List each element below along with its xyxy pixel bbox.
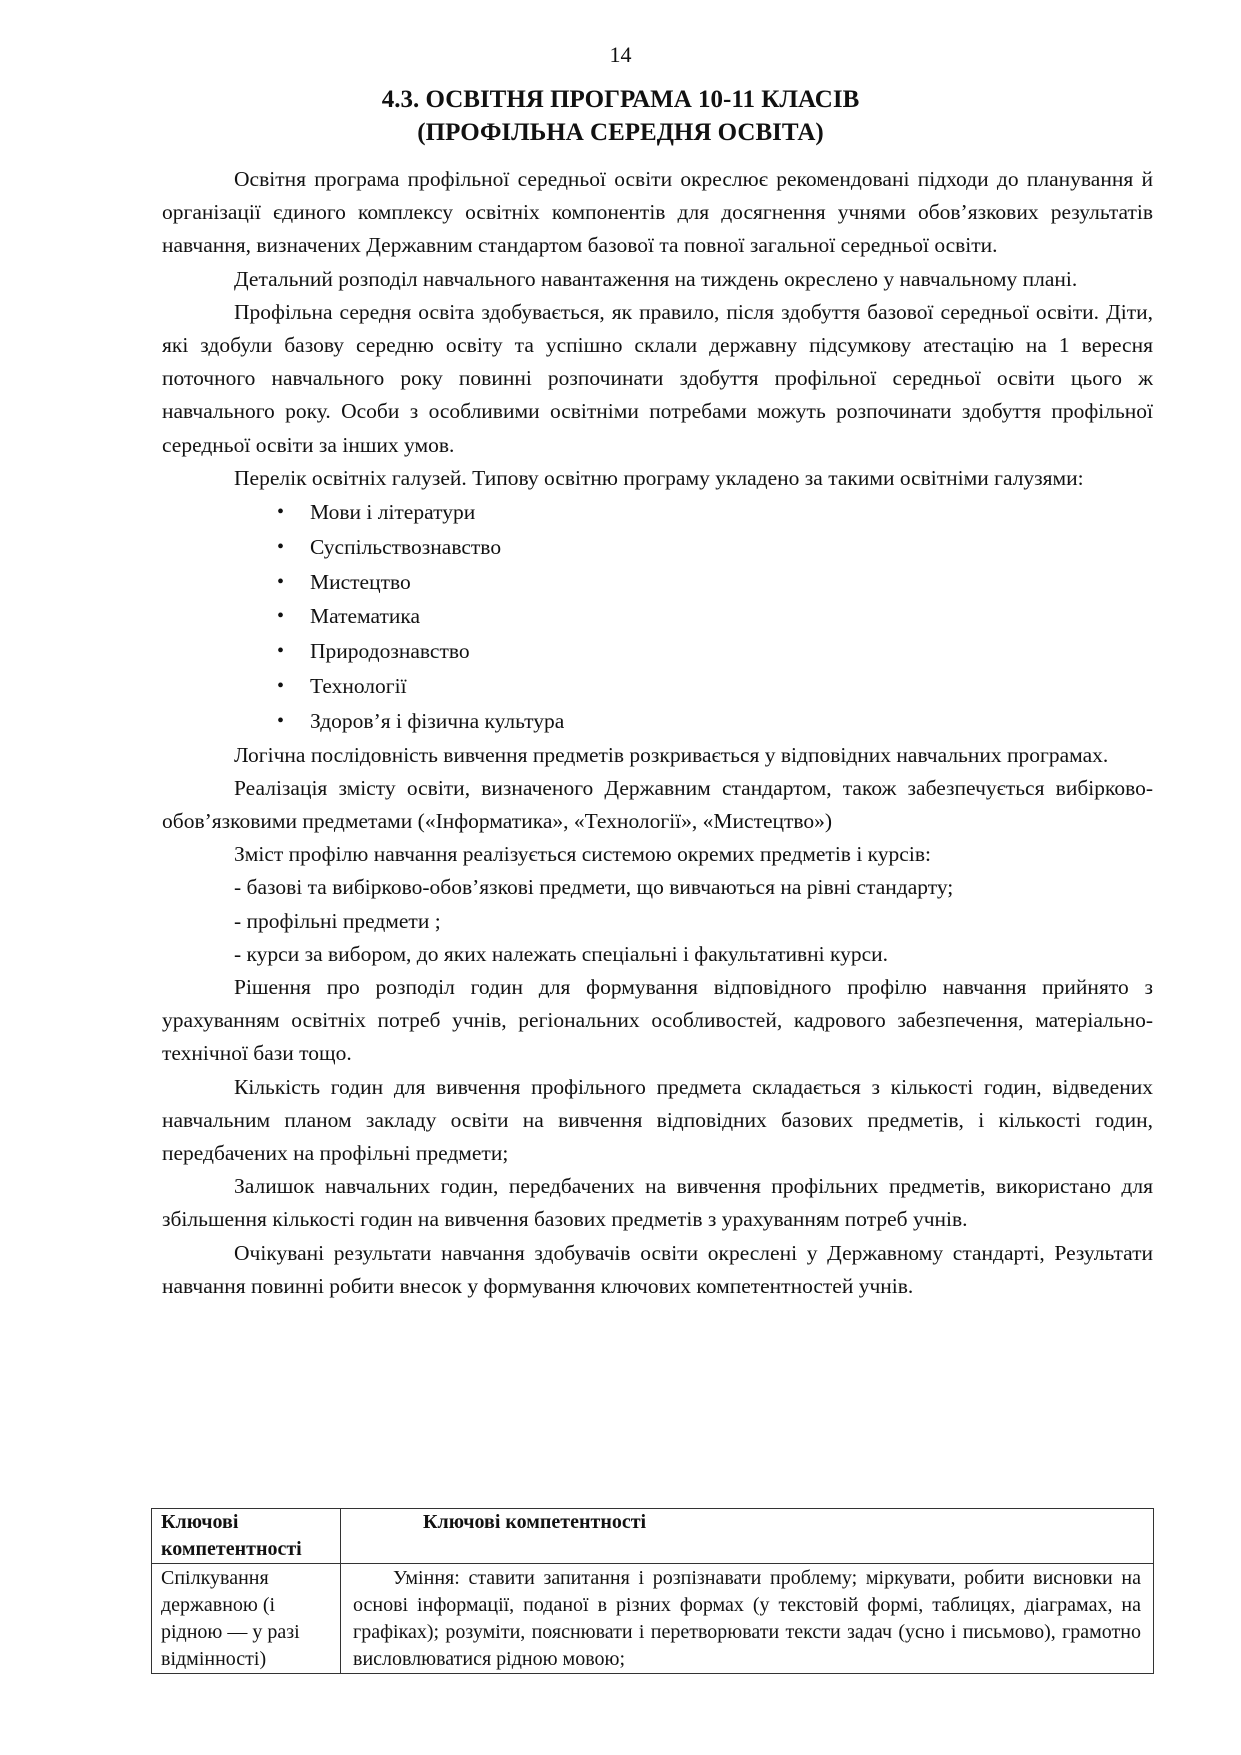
section-title-line1: 4.3. ОСВІТНЯ ПРОГРАМА 10-11 КЛАСІВ bbox=[381, 86, 860, 113]
cell-competency-name: Спілкування державною (і рідною — у разі відмінності) bbox=[152, 1564, 341, 1674]
bullet-icon: • bbox=[277, 570, 285, 593]
paragraph-fields-list-intro: Перелік освітніх галузей. Типову освітню програму укладено за такими освітніми галузями: bbox=[234, 465, 1084, 490]
table-row bbox=[152, 1564, 1154, 1674]
list-item: • Мови і літератури bbox=[162, 495, 1153, 530]
paragraph-remaining-hours: Залишок навчальних годин, передбачених на вивчення профільних предметів, використано для збільшення кількості годин на вивчення базових предметів з урахуванням потреб учнів. bbox=[162, 1174, 1153, 1232]
paragraph-hours-count: Кількість годин для вивчення профільного предмета складається з кількості годин, відведених навчальним планом закладу освіти на вивчення відповідних базових предметів, і кількості годин, передбачених на профільні предмети; bbox=[162, 1074, 1153, 1166]
bullet-icon: • bbox=[277, 675, 285, 698]
education-fields-list bbox=[162, 495, 1153, 739]
paragraph-intro: Освітня програма профільної середньої освіти окреслює рекомендовані підходи до планування й організації єдиного комплексу освітніх компонентів для досягнення учнями обов’язкових результатів навчання, визначених Державним стандартом базової та повної загальної середньої освіти. bbox=[162, 167, 1153, 258]
paragraph-profile-education: Профільна середня освіта здобувається, як правило, після здобуття базової середньої освіти. Діти, які здобули базову середню освіту та успішно склали державну підсумкову атестацію на 1 вересня поточного навчального року повинні розпочинати здобуття профільної середньої освіти цього ж навчального року. Особи з особливими освітніми потребами можуть розпочинати здобуття профільної середньої освіти за інших умов. bbox=[162, 299, 1153, 457]
paragraph-profile-content: Зміст профілю навчання реалізується системою окремих предметів і курсів: bbox=[234, 842, 931, 867]
paragraph-sequence: Логічна послідовність вивчення предметів розкривається у відповідних навчальних програмах. bbox=[234, 742, 1109, 767]
dash-item-basic-subjects: - базові та вибірково-обов’язкові предмети, що вивчаються на рівні стандарту; bbox=[234, 875, 954, 900]
list-item: • Мистецтво bbox=[162, 565, 1153, 600]
paragraph-expected-results: Очікувані результати навчання здобувачів освіти окреслені у Державному стандарті, Результати навчання повинні робити внесок у формування ключових компетентностей учнів. bbox=[162, 1240, 1153, 1298]
bullet-icon: • bbox=[277, 501, 285, 524]
list-item: • Технології bbox=[162, 669, 1153, 704]
list-item: • Суспільствознавство bbox=[162, 530, 1153, 565]
table-header-row bbox=[152, 1509, 1154, 1564]
cell-competency-description: Уміння: ставити запитання і розпізнавати проблему; міркувати, робити висновки на основі інформації, поданої в різних формах (у текстовій формі, таблицях, діаграмах, на графіках); розуміти, пояснювати і перетворювати тексти задач (усно і письмово), грамотно висловлюватися рідною мовою; bbox=[341, 1564, 1154, 1674]
bullet-icon: • bbox=[277, 709, 285, 732]
dash-item-profile-subjects: - профільні предмети ; bbox=[234, 908, 441, 933]
bullet-icon: • bbox=[277, 640, 285, 663]
column-header-competency: Ключові компетентності bbox=[152, 1509, 341, 1564]
dash-item-elective-courses: - курси за вибором, до яких належать спеціальні і факультативні курси. bbox=[234, 941, 889, 966]
column-header-description: Ключові компетентності bbox=[341, 1509, 1154, 1564]
list-item: • Здоров’я і фізична культура bbox=[162, 704, 1153, 739]
paragraph-hours-decision: Рішення про розподіл годин для формування відповідного профілю навчання прийнято з урахуванням освітніх потреб учнів, регіональних особливостей, кадрового забезпечення, матеріально-технічної бази тощо. bbox=[162, 975, 1153, 1066]
paragraph-workload: Детальний розподіл навчального навантаження на тиждень окреслено у навчальному плані. bbox=[234, 266, 1078, 291]
section-title-line2: (ПРОФІЛЬНА СЕРЕДНЯ ОСВІТА) bbox=[417, 119, 824, 146]
competencies-table bbox=[151, 1508, 1154, 1674]
list-item: • Природознавство bbox=[162, 634, 1153, 669]
page-number: 14 bbox=[609, 42, 632, 67]
bullet-icon: • bbox=[277, 535, 285, 558]
list-item: • Математика bbox=[162, 599, 1153, 634]
bullet-icon: • bbox=[277, 605, 285, 628]
body-text bbox=[162, 163, 1153, 1303]
paragraph-implementation: Реалізація змісту освіти, визначеного Державним стандартом, також забезпечується вибірково-обов’язковими предметами («Інформатика», «Технології», «Мистецтво») bbox=[162, 775, 1153, 834]
